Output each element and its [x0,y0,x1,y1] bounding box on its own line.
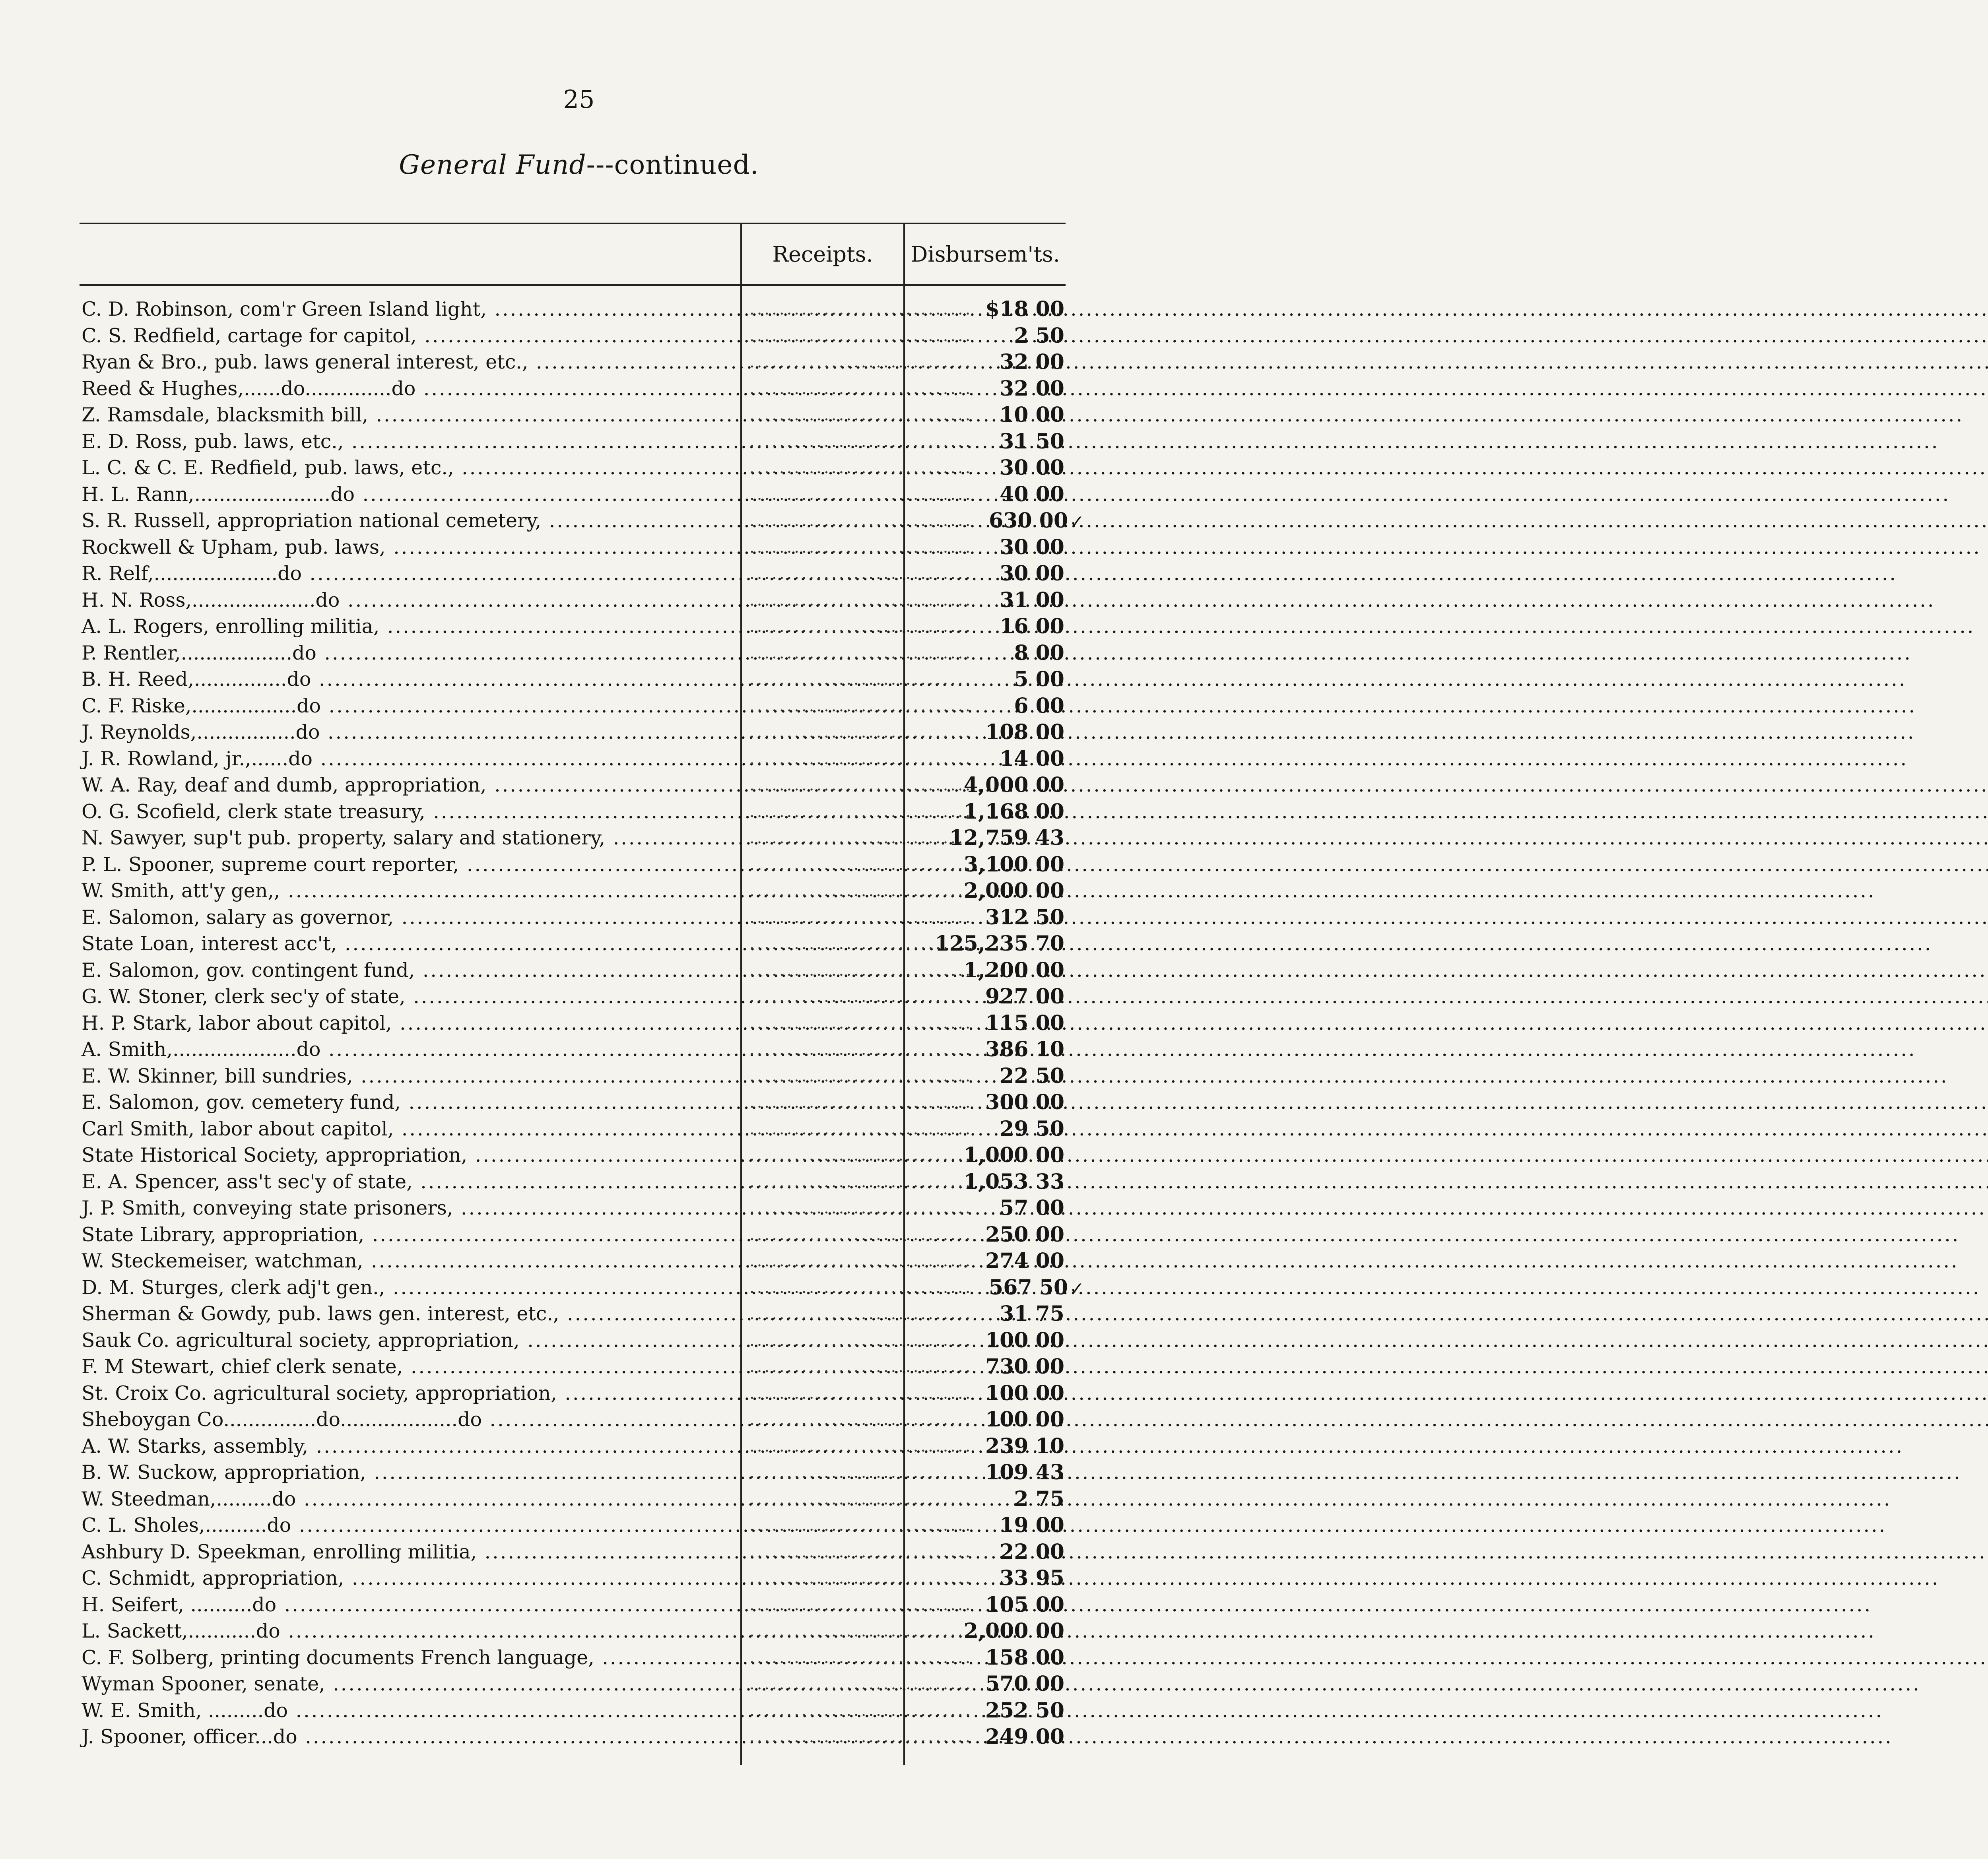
table-row [0,323,1158,349]
amount-value: 40 00 [1000,482,1064,506]
amount-value: 100 00 [985,1381,1064,1405]
amount-value: 31 75 [1000,1302,1064,1326]
payee-description: H. P. Stark, labor about capitol, ..... [82,1010,738,1037]
payee-description: C. L. Sholes,..........do ..... [82,1512,738,1539]
table-row [0,1089,1158,1116]
receipts-cell: .............................. [749,459,973,477]
amount-value: 14 00 [1000,746,1064,771]
payee-description: E. D. Ross, pub. laws, etc., ..... [82,429,738,455]
table-row [0,534,1158,561]
payee-description: C. S. Redfield, cartage for capitol, ..... [82,323,738,349]
disbursement-amount [985,1592,1064,1618]
table-row [0,666,1158,693]
disbursement-amount [1000,746,1064,772]
disbursement-amount [989,1275,1084,1301]
page-title-continued: ---continued. [586,149,759,180]
receipts-cell: .............................. [749,749,973,768]
payee-description: E. Salomon, salary as governor, ..... [82,904,738,931]
payee-description: Z. Ramsdale, blacksmith bill, ..... [82,402,738,429]
payee-description: C. D. Robinson, com'r Green Island light, ..... [82,296,738,323]
payee-description: State Loan, interest acc't, ..... [82,931,738,957]
table-row [0,719,1158,746]
amount-value: 108 00 [985,720,1064,744]
payee-description: S. R. Russell, appropriation national cemetery, ..... [82,508,738,534]
disbursement-amount [964,852,1064,878]
amount-value: 8 00 [1014,640,1064,665]
disbursement-amount [1000,587,1064,614]
disbursement-amount [964,772,1064,799]
table-row [0,349,1158,376]
disbursement-amount [1014,1486,1064,1513]
disbursement-amount [964,957,1064,984]
table-header-rule [80,284,1066,286]
table-row [0,1169,1158,1195]
receipts-cell: .............................. [749,961,973,980]
disbursement-amount [985,1459,1064,1486]
receipts-cell: .............................. [749,723,973,741]
payee-description: W. Steckemeiser, watchman, ..... [82,1248,738,1275]
disbursement-amount [964,799,1064,825]
amount-value: 22 00 [1000,1539,1064,1564]
table-row [0,1698,1158,1724]
table-row [0,931,1158,957]
receipts-cell: .............................. [749,538,973,557]
table-row [0,1248,1158,1275]
table-row [0,1010,1158,1037]
receipts-cell: .............................. [749,1543,973,1561]
disbursement-amount [1000,534,1064,561]
disbursement-amount [949,825,1064,852]
disbursement-amount [985,1327,1064,1354]
amount-value: 730 00 [985,1354,1064,1379]
table-row [0,1142,1158,1169]
table-row [0,429,1158,455]
receipts-cell: .............................. [749,1252,973,1270]
receipts-cell: .............................. [749,988,973,1006]
disbursement-amount [964,1169,1064,1195]
table-row [0,296,1158,323]
receipts-cell: .............................. [749,1675,973,1693]
receipts-cell: .............................. [749,1358,973,1376]
receipts-cell: .............................. [749,512,973,530]
receipts-cell: .............................. [749,644,973,662]
disbursement-amount [1000,613,1064,640]
table-row [0,825,1158,852]
receipts-cell: .............................. [749,697,973,715]
receipts-cell: .............................. [749,1490,973,1508]
amount-value: 570 00 [985,1672,1064,1696]
table-row [0,1592,1158,1618]
amount-value: 10 00 [1000,403,1064,427]
receipts-cell: .............................. [749,1120,973,1138]
table-row [0,799,1158,825]
disbursement-amount [964,1142,1064,1169]
amount-value: 2,000 00 [963,879,1064,903]
amount-value: 250 00 [985,1222,1064,1247]
disbursement-amount [985,1248,1064,1275]
amount-value: 2,000 00 [963,1619,1064,1643]
disbursement-amount [985,1354,1064,1380]
payee-description: W. Steedman,.........do ..... [82,1486,738,1513]
payee-description: L. Sackett,...........do ..... [82,1618,738,1645]
disbursement-amount [935,931,1064,957]
receipts-cell: .............................. [749,882,973,900]
disbursement-amount [1000,402,1064,429]
check-mark-icon: ✓ [1070,512,1084,532]
amount-value: 239 10 [985,1434,1064,1458]
disbursement-amount [1014,640,1064,667]
payee-description: Reed & Hughes,......do..............do ..... [82,376,738,402]
amount-value: 630 00 [989,508,1068,533]
disbursement-amount [1000,1195,1064,1222]
amount-value: 31 50 [1000,429,1064,454]
disbursement-amount [1000,561,1064,587]
receipts-cell: .............................. [749,406,973,424]
amount-value: 16 00 [1000,614,1064,638]
table-row [0,852,1158,878]
amount-value: 105 00 [985,1592,1064,1617]
payee-description: R. Relf,....................do ..... [82,561,738,587]
receipts-cell: .............................. [749,1463,973,1482]
disbursement-amount [985,1036,1064,1063]
payee-description: A. L. Rogers, enrolling militia, ..... [82,613,738,640]
disbursement-amount [985,1433,1064,1460]
receipts-cell: .............................. [749,1701,973,1720]
disbursement-amount [1014,693,1064,720]
amount-value: 100 00 [985,1407,1064,1432]
receipts-cell: .............................. [749,1437,973,1455]
receipts-cell: .............................. [749,1225,973,1244]
disbursement-amount [1014,666,1064,693]
table-row [0,1036,1158,1063]
payee-description: W. A. Ray, deaf and dumb, appropriation, ..... [82,772,738,799]
amount-value: 32 00 [1000,350,1064,374]
disbursement-amount [985,719,1064,746]
amount-value: 29 50 [1000,1116,1064,1141]
table-row [0,613,1158,640]
receipts-cell: .............................. [749,300,973,318]
disbursement-amount [1000,455,1064,481]
table-row [0,376,1158,402]
payee-description: D. M. Sturges, clerk adj't gen., ..... [82,1275,738,1301]
receipts-cell: .............................. [749,485,973,504]
amount-value: 274 00 [985,1249,1064,1273]
amount-value: 57 00 [1000,1196,1064,1220]
amount-value: 1,000 00 [963,1143,1064,1167]
receipts-cell: .............................. [749,1014,973,1032]
table-row [0,904,1158,931]
payee-description: Ryan & Bro., pub. laws general interest, etc., ..... [82,349,738,376]
payee-description: W. Smith, att'y gen,, ..... [82,878,738,904]
payee-description: Ashbury D. Speekman, enrolling militia, ..... [82,1539,738,1566]
receipts-cell: .............................. [749,326,973,345]
amount-value: 30 00 [1000,456,1064,480]
receipts-cell: .............................. [749,1040,973,1059]
disbursement-amount [1000,1512,1064,1539]
payee-description: J. Reynolds,................do ..... [82,719,738,746]
payee-description: Sauk Co. agricultural society, appropriation, ..... [82,1327,738,1354]
payee-description: C. Schmidt, appropriation, ..... [82,1565,738,1592]
table-row [0,1671,1158,1698]
disbursement-amount [989,508,1084,534]
disbursement-amount [985,984,1064,1010]
receipts-column-header: Receipts. [772,242,873,267]
page-number: 25 [563,85,595,114]
receipts-cell: .............................. [749,1622,973,1640]
table-row [0,508,1158,534]
disbursement-amount [1000,1301,1064,1327]
table-row [0,957,1158,984]
receipts-cell: .............................. [749,1384,973,1403]
disbursement-amount [985,1671,1064,1698]
amount-value: 312 50 [985,905,1064,930]
payee-description: E. Salomon, gov. contingent fund, ..... [82,957,738,984]
receipts-cell: .............................. [749,908,973,927]
payee-description: P. L. Spooner, supreme court reporter, ..... [82,852,738,878]
receipts-cell: .............................. [749,432,973,451]
table-row [0,640,1158,667]
disbursement-amount [1000,1565,1064,1592]
payee-description: A. Smith,....................do ..... [82,1036,738,1063]
amount-value: 158 00 [985,1645,1064,1670]
disbursement-amount [1000,376,1064,402]
amount-value: 31 00 [1000,588,1064,612]
payee-description: N. Sawyer, sup't pub. property, salary and stationery, ..... [82,825,738,852]
table-row [0,1724,1158,1750]
receipts-cell: .............................. [749,1411,973,1429]
table-row [0,455,1158,481]
disbursement-amount [1000,1063,1064,1090]
receipts-cell: .............................. [749,802,973,821]
payee-description: C. F. Riske,.................do ..... [82,693,738,720]
disbursement-amount [985,296,1064,323]
payee-description: Rockwell & Upham, pub. laws, ..... [82,534,738,561]
table-row [0,1275,1158,1301]
amount-value: 100 00 [985,1328,1064,1353]
table-row [0,1301,1158,1327]
table-row [0,1539,1158,1566]
disbursement-amount [1000,1116,1064,1143]
receipts-cell: .............................. [749,1146,973,1164]
amount-value: 109 43 [985,1460,1064,1484]
table-row [0,587,1158,614]
receipts-cell: .............................. [749,353,973,371]
receipts-cell: .............................. [749,1331,973,1350]
table-row [0,1459,1158,1486]
amount-value: 2 50 [1014,323,1064,348]
payee-description: L. C. & C. E. Redfield, pub. laws, etc., ..... [82,455,738,481]
table-row [0,1618,1158,1645]
amount-value: 1,053 33 [963,1169,1064,1194]
amount-value: 927 00 [985,984,1064,1009]
payee-description: J. R. Rowland, jr.,......do ..... [82,746,738,772]
disbursement-amount [985,1407,1064,1433]
receipts-cell: .............................. [749,1648,973,1667]
disbursement-amount [985,1380,1064,1407]
payee-description: State Historical Society, appropriation, ..... [82,1142,738,1169]
table-row [0,878,1158,904]
table-row [0,1565,1158,1592]
payee-description: E. A. Spencer, ass't sec'y of state, ..... [82,1169,738,1195]
table-row [0,1407,1158,1433]
disbursements-column-header: Disbursem'ts. [911,242,1060,267]
table-row [0,1063,1158,1090]
table-row [0,1195,1158,1222]
receipts-cell: .............................. [749,1093,973,1112]
table-row [0,772,1158,799]
amount-value: 32 00 [1000,376,1064,401]
disbursement-amount [985,1222,1064,1248]
amount-value: 4,000 00 [963,773,1064,797]
amount-value: 567 50 [989,1275,1068,1300]
payee-description: O. G. Scofield, clerk state treasury, ..... [82,799,738,825]
check-mark-icon: ✓ [1070,1278,1084,1299]
page-title [0,149,1158,181]
payee-description: B. H. Reed,...............do ..... [82,666,738,693]
payee-description: P. Rentler,..................do ..... [82,640,738,667]
payee-description: A. W. Starks, assembly, ..... [82,1433,738,1460]
payee-description: G. W. Stoner, clerk sec'y of state, ..... [82,984,738,1010]
receipts-cell: .............................. [749,1728,973,1746]
table-row [0,746,1158,772]
amount-value: 30 00 [1000,561,1064,586]
payee-description: St. Croix Co. agricultural society, appropriation, ..... [82,1380,738,1407]
payee-description: Wyman Spooner, senate, ..... [82,1671,738,1698]
table-row [0,1486,1158,1513]
table-row [0,1380,1158,1407]
receipts-cell: .............................. [749,670,973,689]
payee-description: F. M Stewart, chief clerk senate, ..... [82,1354,738,1380]
receipts-cell: .............................. [749,1569,973,1587]
payee-description: E. Salomon, gov. cemetery fund, ..... [82,1089,738,1116]
payee-description: Sheboygan Co...............do...................do ..... [82,1407,738,1433]
disbursement-amount [1000,481,1064,508]
amount-value: 3,100 00 [963,852,1064,877]
amount-value: 1,200 00 [963,958,1064,982]
table-row [0,1327,1158,1354]
receipts-cell: .............................. [749,565,973,583]
disbursement-amount [964,1618,1064,1645]
payee-description: C. F. Solberg, printing documents French language, ..... [82,1645,738,1671]
payee-description: H. Seifert, ..........do ..... [82,1592,738,1618]
payee-description: H. L. Rann,......................do ..... [82,481,738,508]
receipts-cell: .............................. [749,617,973,636]
amount-value: 386 10 [985,1037,1064,1061]
receipts-cell: .............................. [749,776,973,794]
payee-description: E. W. Skinner, bill sundries, ..... [82,1063,738,1090]
amount-value: 6 00 [1014,693,1064,718]
table-row [0,1512,1158,1539]
table-row [0,402,1158,429]
payee-description: J. P. Smith, conveying state prisoners, ..... [82,1195,738,1222]
amount-value: 19 00 [1000,1513,1064,1537]
amount-value: 12,759 43 [949,826,1064,850]
receipts-cell: .............................. [749,1067,973,1085]
payee-description: Carl Smith, labor about capitol, ..... [82,1116,738,1143]
disbursement-amount [985,1010,1064,1037]
table-row [0,1433,1158,1460]
receipts-cell: .............................. [749,855,973,874]
amount-value: 249 00 [985,1725,1064,1749]
amount-value: 30 00 [1000,535,1064,559]
table-row [0,1116,1158,1143]
amount-value: $18 00 [985,297,1064,321]
table-top-rule [80,223,1066,224]
payee-description: State Library, appropriation, ..... [82,1222,738,1248]
table-row [0,693,1158,720]
disbursement-amount [1014,323,1064,349]
disbursement-amount [985,1698,1064,1724]
amount-value: 300 00 [985,1090,1064,1114]
page-title-italic: General Fund [399,149,586,180]
payee-description: Sherman & Gowdy, pub. laws gen. interest, etc., ..... [82,1301,738,1327]
amount-value: 115 00 [985,1011,1064,1035]
disbursement-amount [985,1645,1064,1671]
disbursement-amount [1000,429,1064,455]
receipts-cell: .............................. [749,829,973,847]
payee-description: H. N. Ross,....................do ..... [82,587,738,614]
table-row [0,984,1158,1010]
receipts-cell: .............................. [749,935,973,953]
payee-description: B. W. Suckow, appropriation, ..... [82,1459,738,1486]
table-row [0,1354,1158,1380]
disbursement-amount [985,1089,1064,1116]
receipts-cell: .............................. [749,1278,973,1297]
amount-value: 125,235 70 [935,931,1064,956]
disbursement-amount [985,1724,1064,1750]
receipts-cell: .............................. [749,1172,973,1191]
amount-value: 22 50 [1000,1063,1064,1088]
receipts-cell: .............................. [749,379,973,398]
disbursement-amount [985,904,1064,931]
amount-value: 2 75 [1014,1486,1064,1511]
receipts-cell: .............................. [749,1305,973,1323]
receipts-cell: .............................. [749,1516,973,1535]
receipts-cell: .............................. [749,1595,973,1614]
disbursement-amount [964,878,1064,904]
table-row [0,481,1158,508]
payee-description: J. Spooner, officer...do ..... [82,1724,738,1750]
amount-value: 33 95 [1000,1566,1064,1590]
amount-value: 252 50 [985,1698,1064,1723]
table-row [0,561,1158,587]
disbursement-amount [1000,1539,1064,1566]
table-row [0,1222,1158,1248]
ledger-table [0,296,1158,1750]
receipts-cell: .............................. [749,591,973,609]
payee-description: W. E. Smith, .........do ..... [82,1698,738,1724]
receipts-cell: .............................. [749,1199,973,1217]
amount-value: 1,168 00 [963,799,1064,824]
disbursement-amount [1000,349,1064,376]
table-row [0,1645,1158,1671]
amount-value: 5 00 [1014,667,1064,691]
